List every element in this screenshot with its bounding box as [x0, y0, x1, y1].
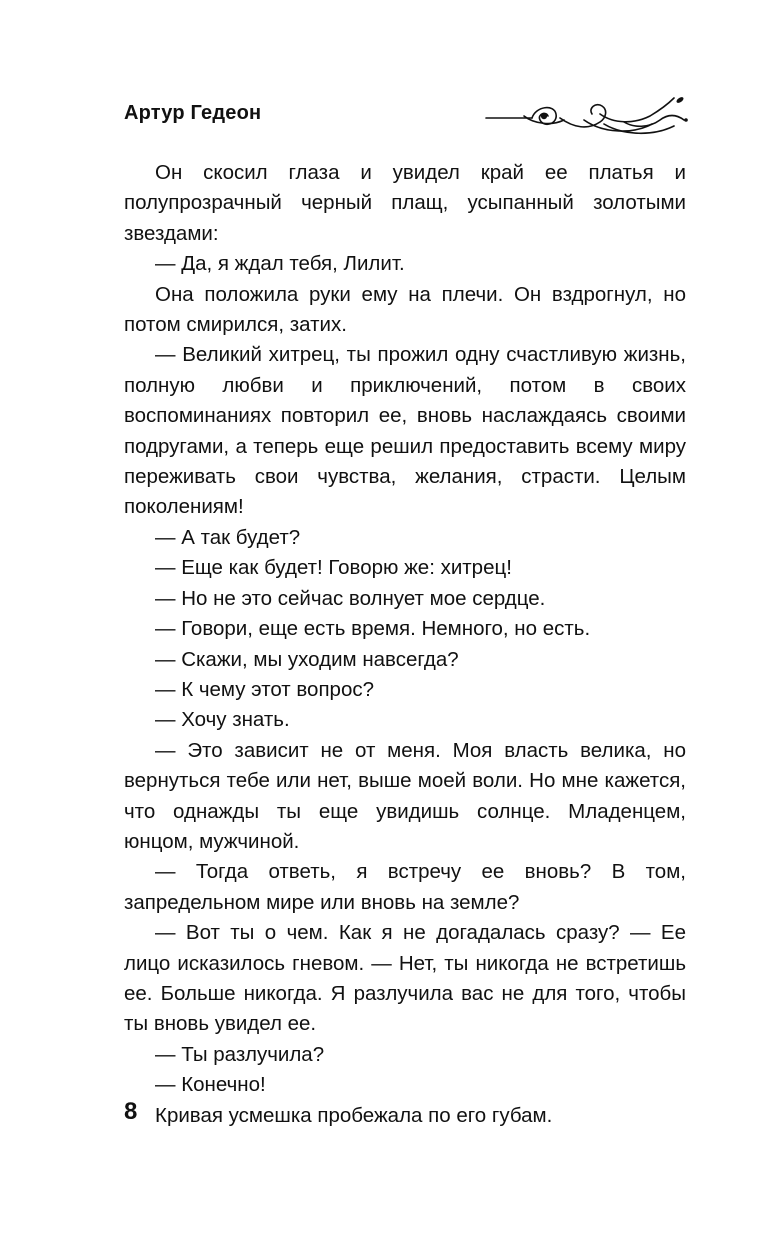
- paragraph: — Тогда ответь, я встречу ее вновь? В том, запредельном мире или вновь на земле?: [124, 860, 686, 914]
- paragraph: — А так будет?: [155, 525, 301, 549]
- page-number: 8: [124, 1098, 138, 1125]
- paragraph: — Еще как будет! Говорю же: хитрец!: [155, 556, 512, 580]
- flourish-ornament-icon: [484, 94, 694, 140]
- paragraph: — Хочу знать.: [155, 708, 290, 732]
- paragraph: — Вот ты о чем. Как я не догадалась сразу? — Ее лицо исказилось гневом. — Нет, ты никогда не встретишь ее. Больше никогда. Я разлучила вас не для того, чтобы ты вновь увидел ее.: [124, 921, 686, 1036]
- paragraph: Кривая усмешка пробежала по его губам.: [155, 1103, 553, 1127]
- paragraph: — Конечно!: [155, 1073, 266, 1097]
- paragraph: — К чему этот вопрос?: [155, 677, 375, 701]
- running-header: [124, 94, 694, 144]
- paragraph: — Да, я ждал тебя, Лилит.: [155, 252, 405, 276]
- paragraph: — Великий хитрец, ты прожил одну счастливую жизнь, полную любви и приключений, потом в своих воспоминаниях повторил ее, вновь наслаждаясь своими подругами, а теперь еще решил предоставить всему миру переживать свои чувства, желания, страсти. Целым поколениям!: [124, 343, 686, 519]
- paragraph: Она положила руки ему на плечи. Он вздрогнул, но потом смирился, затих.: [124, 282, 686, 337]
- author-name: Артур Гедеон: [124, 102, 262, 124]
- paragraph: — Ты разлучила?: [155, 1042, 325, 1066]
- paragraph: — Скажи, мы уходим навсегда?: [155, 647, 459, 671]
- paragraph: Он скосил глаза и увидел край ее платья и полупрозрачный черный плащ, усыпанный золотыми звездами:: [124, 161, 686, 245]
- paragraph: — Но не это сейчас волнует мое сердце.: [155, 586, 546, 610]
- body-text: [124, 158, 686, 1131]
- paragraph: — Это зависит не от меня. Моя власть велика, но вернуться тебе или нет, выше моей воли. Но мне кажется, что однажды ты еще увидишь солнце. Младенцем, юнцом, мужчиной.: [124, 738, 686, 853]
- paragraph: — Говори, еще есть время. Немного, но есть.: [155, 617, 591, 641]
